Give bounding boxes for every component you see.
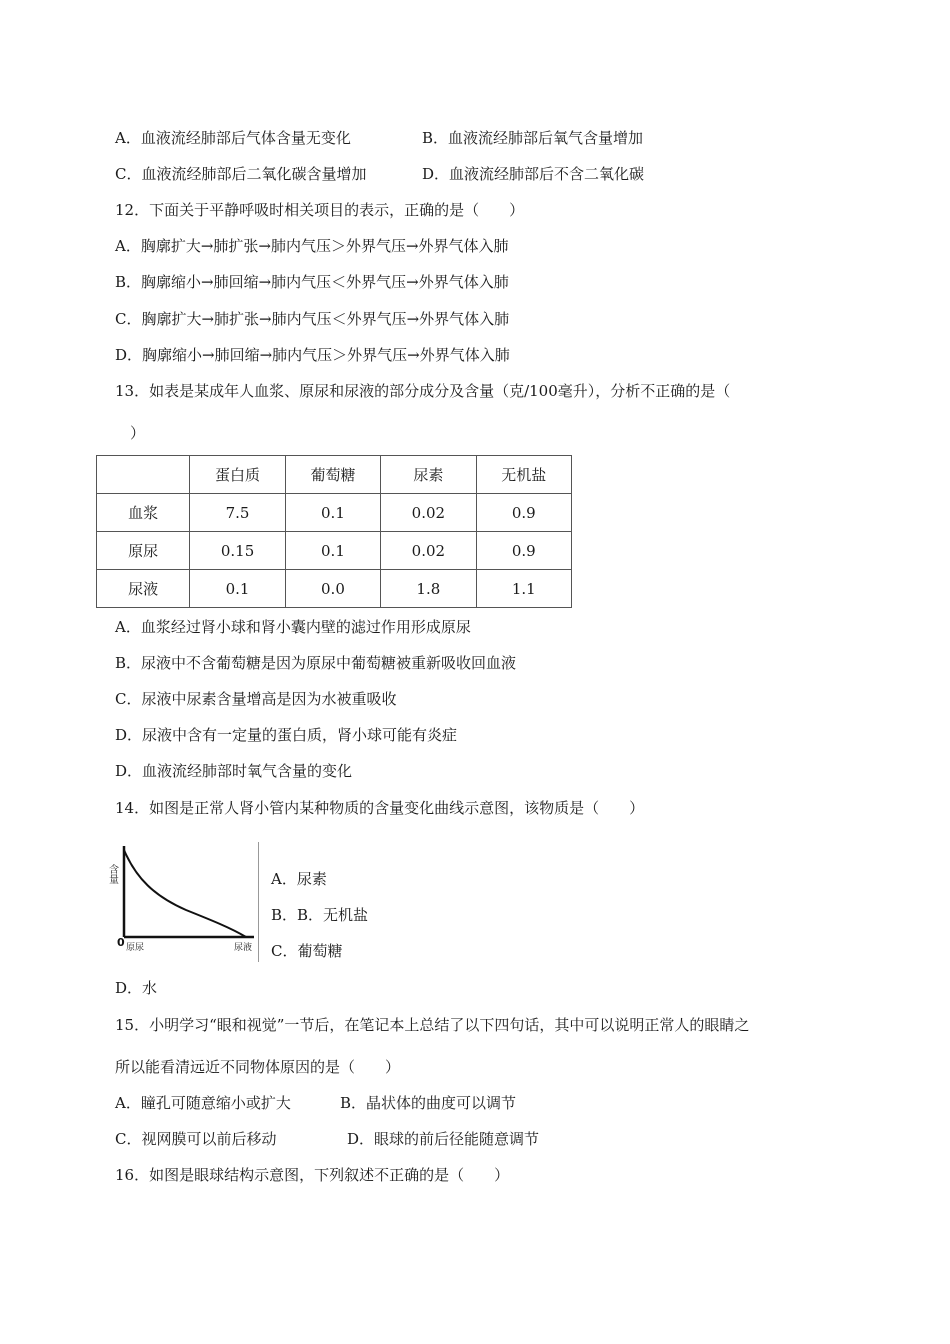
x-start-label: 原尿 — [126, 943, 145, 953]
table-header-cell: 无机盐 — [476, 456, 571, 494]
q12-option-b: B．胸廓缩小→肺回缩→肺内气压＜外界气压→外界气体入肺 — [115, 273, 509, 291]
q11-option-b: B．血液流经肺部后氧气含量增加 — [422, 129, 644, 147]
table-cell: 0.1 — [285, 532, 380, 570]
q12-option-d: D．胸廓缩小→肺回缩→肺内气压＞外界气压→外界气体入肺 — [115, 346, 510, 364]
concentration-curve-graph — [106, 840, 256, 955]
table-cell: 血浆 — [97, 494, 190, 532]
x-end-label: 尿液 — [234, 943, 253, 953]
table-cell: 1.1 — [476, 570, 571, 608]
table-cell: 7.5 — [190, 494, 285, 532]
q14-option-b: B．B．无机盐 — [271, 906, 369, 924]
q12-option-c: C．胸廓扩大→肺扩张→肺内气压＜外界气压→外界气体入肺 — [115, 310, 510, 328]
concentration-curve — [124, 850, 246, 937]
q14-stem: 14．如图是正常人肾小管内某种物质的含量变化曲线示意图，该物质是（ ） — [115, 799, 645, 817]
q14-option-d: D．水 — [115, 979, 158, 997]
q13-option-d: D．尿液中含有一定量的蛋白质，肾小球可能有炎症 — [115, 726, 458, 744]
q15-option-c: C．视网膜可以前后移动 — [115, 1130, 277, 1148]
table-header-row — [97, 456, 572, 494]
table-row — [97, 570, 572, 608]
table-cell: 0.0 — [285, 570, 380, 608]
table-cell: 0.1 — [285, 494, 380, 532]
origin-label: 0 — [117, 936, 125, 949]
q14-option-a: A．尿素 — [271, 870, 327, 888]
q11-option-d: D．血液流经肺部后不含二氧化碳 — [422, 165, 645, 183]
q12-stem: 12．下面关于平静呼吸时相关项目的表示，正确的是（ ） — [115, 201, 525, 219]
table-row — [97, 532, 572, 570]
table-cell: 0.02 — [381, 494, 476, 532]
table-cell: 原尿 — [97, 532, 190, 570]
q15-option-d: D．眼球的前后径能随意调节 — [347, 1130, 540, 1148]
composition-table — [96, 455, 572, 608]
q13-stem-line2: ） — [130, 424, 146, 442]
q11-option-a: A．血液流经肺部后气体含量无变化 — [115, 129, 351, 147]
table-cell: 0.15 — [190, 532, 285, 570]
q14-option-c: C．葡萄糖 — [271, 942, 343, 960]
y-axis-label: 含量 — [106, 864, 118, 884]
q11-option-c: C．血液流经肺部后二氧化碳含量增加 — [115, 165, 367, 183]
q12-option-a: A．胸廓扩大→肺扩张→肺内气压＞外界气压→外界气体入肺 — [115, 237, 509, 255]
q16-stem: 16．如图是眼球结构示意图，下列叙述不正确的是（ ） — [115, 1166, 510, 1184]
q15-option-a: A．瞳孔可随意缩小或扩大 — [115, 1094, 291, 1112]
q13-stem-line1: 13．如表是某成年人血浆、原尿和尿液的部分成分及含量（克/100毫升），分析不正确的是（ — [115, 382, 731, 400]
table-cell: 0.02 — [381, 532, 476, 570]
graph-divider — [258, 842, 259, 962]
q15-stem-line1: 15．小明学习“眼和视觉”一节后，在笔记本上总结了以下四句话，其中可以说明正常人的眼睛之 — [115, 1016, 750, 1034]
table-cell: 0.1 — [190, 570, 285, 608]
table-cell: 尿液 — [97, 570, 190, 608]
q13-option-c: C．尿液中尿素含量增高是因为水被重吸收 — [115, 690, 397, 708]
table-header-cell: 蛋白质 — [190, 456, 285, 494]
q13-option-d-extra: D．血液流经肺部时氧气含量的变化 — [115, 762, 353, 780]
table-header-cell: 尿素 — [381, 456, 476, 494]
table-header-cell — [97, 456, 190, 494]
table-row — [97, 494, 572, 532]
table-cell: 1.8 — [381, 570, 476, 608]
q15-option-b: B．晶状体的曲度可以调节 — [340, 1094, 517, 1112]
q13-option-b: B．尿液中不含葡萄糖是因为原尿中葡萄糖被重新吸收回血液 — [115, 654, 517, 672]
q15-stem-line2: 所以能看清远近不同物体原因的是（ ） — [115, 1058, 401, 1076]
table-cell: 0.9 — [476, 532, 571, 570]
table-cell: 0.9 — [476, 494, 571, 532]
table-header-cell: 葡萄糖 — [285, 456, 380, 494]
q13-option-a: A．血浆经过肾小球和肾小囊内壁的滤过作用形成原尿 — [115, 618, 471, 636]
